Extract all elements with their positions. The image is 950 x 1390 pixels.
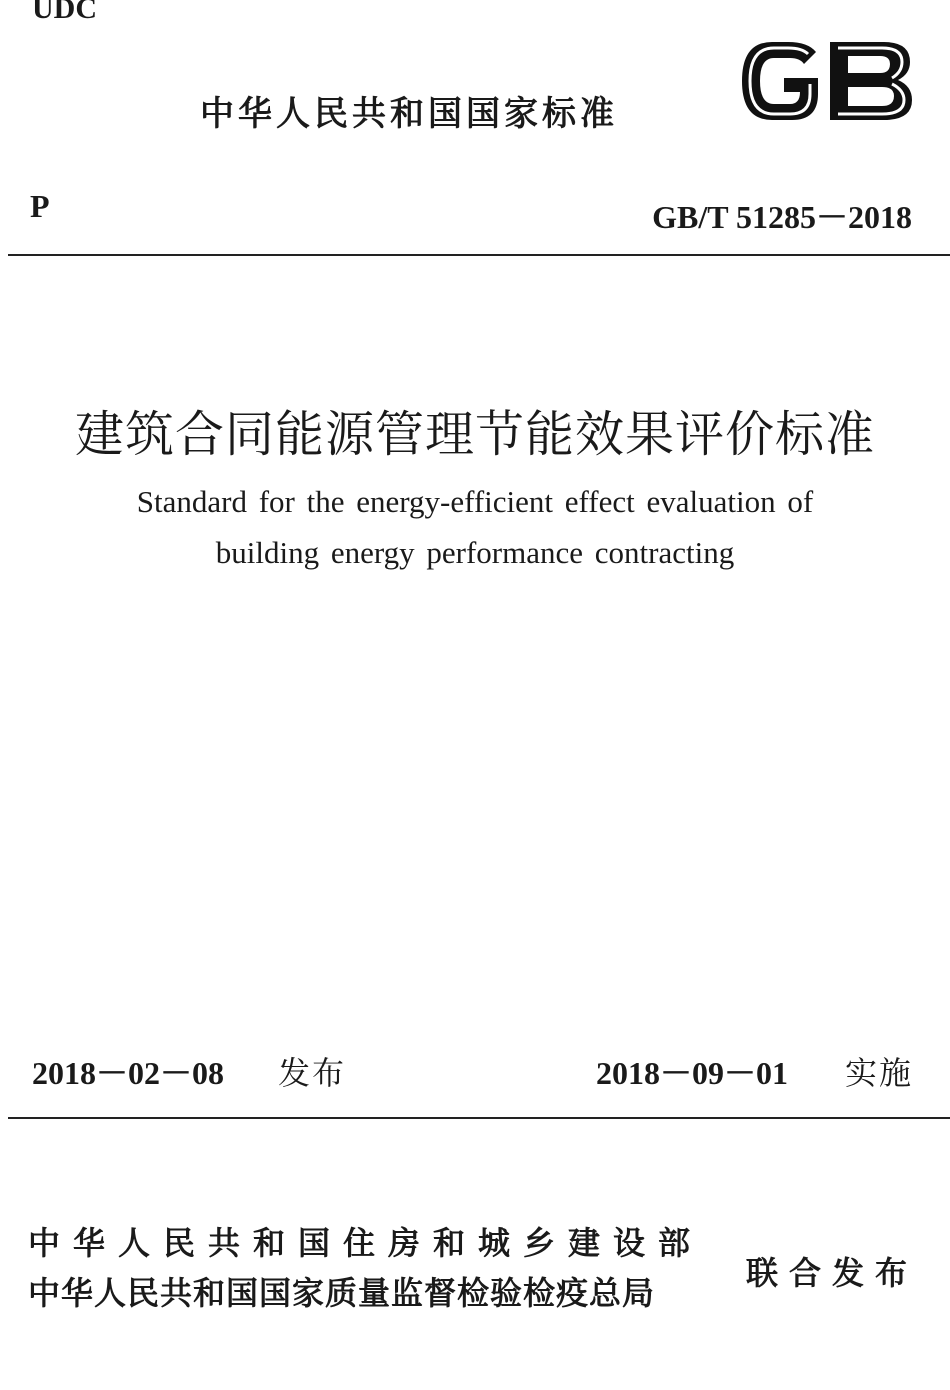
gb-logo-icon	[738, 38, 914, 124]
issue-label: 发布	[278, 1054, 347, 1092]
joint-issue-label: 联合发布	[746, 1254, 919, 1292]
title-english-line2: building energy performance contracting	[215, 535, 735, 570]
implementation-label: 实施	[845, 1054, 914, 1092]
bottom-divider	[8, 1117, 950, 1119]
standard-number: GB/T 51285－2018	[652, 199, 912, 235]
title-chinese: 建筑合同能源管理节能效果评价标准	[74, 407, 875, 462]
top-divider	[8, 254, 950, 256]
title-english-line1: Standard for the energy-efficient effect evaluation of	[136, 484, 814, 519]
issuer-administration: 中华人民共和国国家质量监督检验检疫总局	[28, 1274, 656, 1312]
implementation-date: 2018－09－01	[596, 1055, 789, 1091]
issue-date: 2018－02－08	[32, 1055, 225, 1091]
issuer-ministry: 中华人民共和国住房和城乡建设部	[28, 1224, 704, 1262]
udc-label: UDC	[32, 0, 97, 25]
national-standard-heading: 中华人民共和国国家标准	[200, 94, 618, 134]
category-code: P	[30, 188, 50, 224]
